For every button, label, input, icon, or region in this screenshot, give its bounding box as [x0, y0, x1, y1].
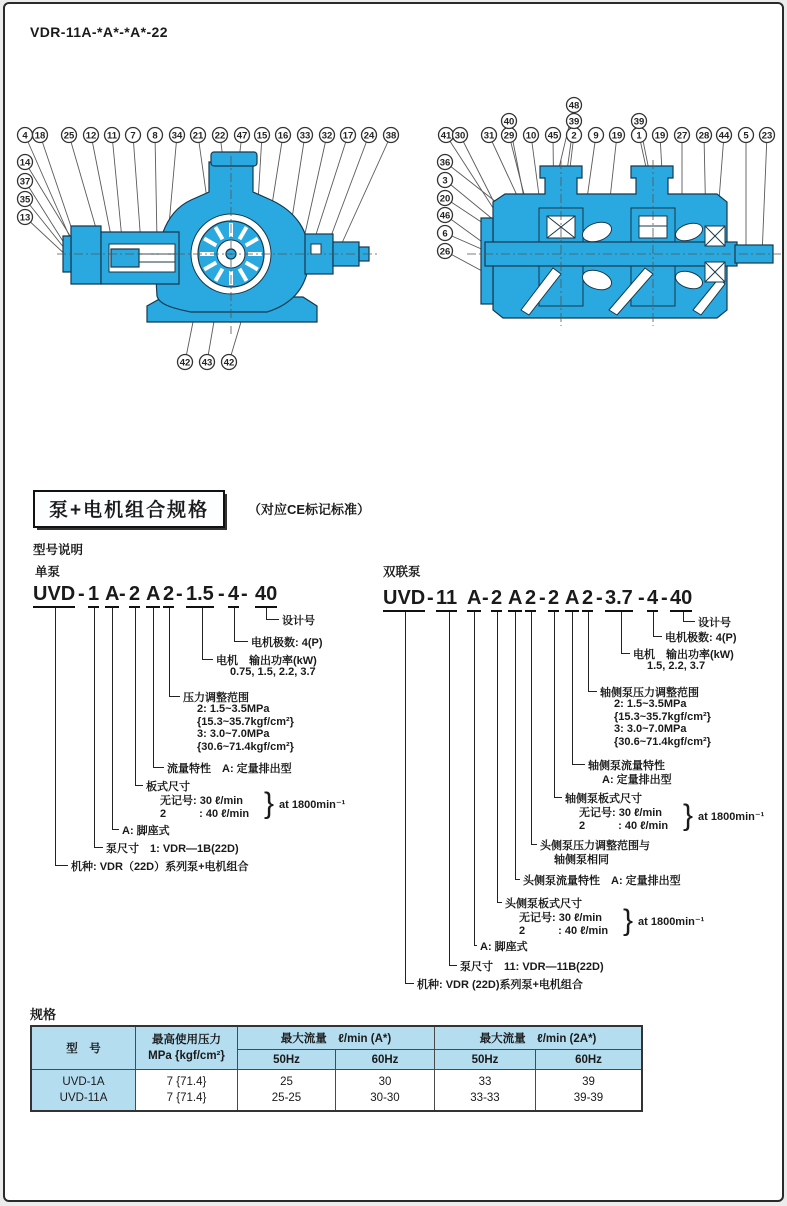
brace-glyph: } — [623, 904, 634, 937]
tree-hline — [153, 767, 164, 768]
model-segment: 1 — [88, 584, 99, 608]
callout-number: 27 — [676, 130, 688, 142]
tree-vline — [554, 612, 555, 797]
model-segment: - — [661, 587, 668, 609]
model-explain-subtitle: 型号说明 — [33, 543, 84, 557]
model-segment: 2 — [491, 588, 502, 612]
callout-number: 15 — [256, 130, 268, 142]
model-segment: UVD — [33, 584, 75, 608]
catalog-page — [3, 2, 784, 1202]
callout-number: 42 — [223, 357, 235, 369]
callout-number: 34 — [171, 130, 183, 142]
tree-hline — [531, 844, 537, 845]
model-segment: - — [638, 587, 645, 609]
tree-vline — [55, 608, 56, 865]
tree-vline — [94, 608, 95, 847]
brace-glyph: } — [264, 787, 275, 820]
annotation-line: {15.3~35.7kgf/cm²} — [614, 710, 711, 723]
group-a-header: 最大流量 ℓ/min (A*) — [238, 1026, 435, 1050]
callout-number: 25 — [63, 130, 75, 142]
callout-number: 44 — [718, 130, 730, 142]
flow-cell — [435, 1070, 536, 1112]
annotation-title: 泵尺寸 1: VDR—1B(22D) — [106, 843, 239, 855]
model-value: UVD-1A — [62, 1076, 105, 1088]
callout-number: 8 — [152, 130, 158, 142]
flow-value: 33 — [478, 1076, 492, 1088]
annotation-title: 头侧泵流量特性 A: 定量排出型 — [523, 875, 681, 887]
callout-number: 36 — [439, 157, 451, 169]
model-segment: 2 — [582, 588, 593, 612]
col-pressure-header — [136, 1026, 238, 1070]
callout-number: 22 — [214, 130, 226, 142]
leader-line — [155, 135, 157, 240]
model-segment: - — [482, 587, 489, 609]
callout-number: 43 — [201, 357, 213, 369]
tree-hline — [94, 847, 103, 848]
callout-number: 48 — [568, 100, 580, 112]
model-segment: 11 — [436, 588, 457, 612]
tree-vline — [202, 608, 203, 659]
callout-number: 3 — [442, 175, 448, 187]
annotation-brace-suffix: at 1800min⁻¹ — [279, 799, 346, 811]
leader-line — [311, 135, 348, 250]
callout-number: 19 — [654, 130, 666, 142]
tree-hline — [515, 879, 520, 880]
callout-number: 42 — [179, 357, 191, 369]
annotation-brace-suffix: at 1800min⁻¹ — [638, 916, 705, 928]
tree-hline — [572, 764, 585, 765]
section-header: 泵+电机组合规格 — [49, 500, 210, 521]
group-2a-header: 最大流量 ℓ/min (2A*) — [435, 1026, 643, 1050]
tree-hline — [554, 797, 562, 798]
annotation-brace-suffix: at 1800min⁻¹ — [698, 811, 765, 823]
freq-header: 60Hz — [336, 1050, 435, 1070]
annotation-brace-line: 无记号: 30 ℓ/min — [579, 807, 662, 819]
model-value: UVD-11A — [59, 1092, 108, 1104]
section-note: （对应CE标记标准） — [248, 502, 371, 517]
tree-vline — [588, 612, 589, 691]
callout-number: 19 — [611, 130, 623, 142]
pressure-value: 7 {71.4} — [166, 1092, 207, 1104]
tree-vline — [621, 612, 622, 653]
callout-number: 26 — [439, 246, 451, 258]
tree-vline — [234, 608, 235, 641]
model-segment: - — [218, 583, 225, 605]
tree-hline — [449, 965, 457, 966]
model-segment: A — [565, 588, 579, 612]
tree-vline — [266, 608, 267, 619]
annotation-line: A: 定量排出型 — [602, 774, 672, 786]
callout-number: 18 — [34, 130, 46, 142]
callout-number: 35 — [19, 194, 31, 206]
callout-number: 1 — [636, 130, 642, 142]
callout-number: 46 — [439, 210, 451, 222]
tree-vline — [474, 612, 475, 945]
annotation-title: 电机 输出功率(kW) — [633, 649, 734, 661]
callout-number: 11 — [106, 130, 118, 142]
annotation-title: 轴侧泵板式尺寸 — [565, 793, 642, 805]
tree-hline — [135, 785, 143, 786]
tree-vline — [531, 612, 532, 844]
model-segment: A — [146, 584, 160, 608]
doc-title: VDR-11A-*A*-*A*-22 — [30, 24, 168, 40]
annotation-line: {30.6~71.4kgf/cm²} — [614, 735, 711, 748]
model-segment: - — [539, 587, 546, 609]
annotation-line: 3: 3.0~7.0MPa — [197, 728, 270, 740]
model-segment: 2 — [129, 584, 140, 608]
tree-vline — [572, 612, 573, 764]
callout-number: 31 — [483, 130, 495, 142]
single-pump-label: 单泵 — [35, 565, 61, 579]
callout-number: 7 — [130, 130, 136, 142]
model-segment: - — [241, 583, 248, 605]
freq-header: 50Hz — [435, 1050, 536, 1070]
annotation-title: 电机极数: 4(P) — [665, 632, 737, 644]
annotation-brace-line: 2 : 40 ℓ/min — [160, 808, 250, 820]
model-segment: A — [105, 584, 119, 608]
annotation-title: 头侧泵压力调整范围与 — [540, 840, 650, 852]
model-segment: 1.5 — [186, 584, 214, 608]
callout-number: 29 — [503, 130, 515, 142]
callout-number: 9 — [593, 130, 599, 142]
freq-header: 60Hz — [536, 1050, 643, 1070]
tree-hline — [474, 945, 477, 946]
annotation-title: 设计号 — [282, 615, 315, 627]
tree-hline — [169, 696, 180, 697]
leader-line — [337, 135, 391, 254]
callout-number: 10 — [525, 130, 537, 142]
annotation-line: 2: 1.5~3.5MPa — [197, 703, 270, 715]
annotation-line: 2: 1.5~3.5MPa — [614, 698, 687, 710]
leader-line — [133, 135, 141, 244]
callout-number: 24 — [363, 130, 375, 142]
model-segment: 2 — [548, 588, 559, 612]
pressure-value: 7 {71.4} — [166, 1076, 207, 1088]
annotation-title: 电机极数: 4(P) — [251, 637, 323, 649]
callout-number: 30 — [454, 130, 466, 142]
annotation-brace-line: 无记号: 30 ℓ/min — [519, 912, 602, 924]
model-segment: 3.7 — [605, 588, 633, 612]
callout-number: 17 — [342, 130, 354, 142]
tree-hline — [202, 659, 213, 660]
callout-number: 5 — [743, 130, 749, 142]
flow-cell — [536, 1070, 643, 1112]
annotation-line: 1.5, 2.2, 3.7 — [647, 660, 706, 672]
tree-vline — [497, 612, 498, 902]
tree-hline — [497, 902, 502, 903]
tree-vline — [515, 612, 516, 879]
annotation-title: 泵尺寸 11: VDR—11B(22D) — [460, 961, 604, 973]
single-pump-diagram — [57, 152, 377, 334]
pump-diagrams — [5, 4, 782, 434]
model-segment: 40 — [670, 588, 692, 612]
pressure-cell — [136, 1070, 238, 1112]
callout-number: 38 — [385, 130, 397, 142]
brace-glyph: } — [683, 799, 694, 832]
double-pump-diagram — [467, 160, 781, 326]
tree-vline — [449, 612, 450, 965]
annotation-title: 设计号 — [698, 617, 731, 629]
tree-hline — [55, 865, 68, 866]
annotation-line: 轴侧泵相同 — [554, 854, 609, 866]
tree-hline — [621, 653, 630, 654]
dual-pump-label: 双联泵 — [383, 565, 421, 579]
model-segment: - — [427, 587, 434, 609]
annotation-title: 轴侧泵压力调整范围 — [600, 687, 699, 699]
section-header-box — [33, 490, 225, 528]
pressure-header-line2: MPa {kgf/cm²} — [148, 1050, 225, 1062]
tree-hline — [405, 983, 414, 984]
flow-value: 39 — [582, 1076, 595, 1088]
tree-vline — [153, 608, 154, 767]
annotation-title: 轴侧泵流量特性 — [588, 760, 665, 772]
tree-hline — [234, 641, 248, 642]
flow-cell — [238, 1070, 336, 1112]
annotation-title: A: 脚座式 — [122, 825, 170, 837]
model-segment: A — [508, 588, 522, 612]
callout-number: 21 — [192, 130, 204, 142]
model-segment: - — [176, 583, 183, 605]
flow-value: 25-25 — [271, 1092, 302, 1104]
callout-number: 45 — [547, 130, 559, 142]
leader-line — [302, 135, 327, 247]
annotation-brace-line: 2 : 40 ℓ/min — [579, 820, 669, 832]
tree-vline — [112, 608, 113, 829]
model-segment: UVD — [383, 588, 425, 612]
col-model-header: 型 号 — [31, 1026, 136, 1070]
callout-number: 41 — [440, 130, 452, 142]
annotation-line: 0.75, 1.5, 2.2, 3.7 — [230, 666, 316, 678]
annotation-title: 压力调整范围 — [183, 692, 249, 704]
tree-vline — [653, 612, 654, 636]
flow-value: 39-39 — [573, 1092, 604, 1104]
callout-number: 47 — [236, 130, 248, 142]
annotation-title: 机种: VDR (22D)系列泵+电机组合 — [417, 979, 583, 991]
flow-value: 30 — [378, 1076, 392, 1088]
callout-number: 23 — [761, 130, 773, 142]
callout-number: 14 — [19, 157, 31, 169]
callout-number: 13 — [19, 212, 31, 224]
model-cell — [31, 1070, 136, 1112]
callout-number: 39 — [633, 116, 645, 128]
callout-number: 2 — [571, 130, 577, 142]
callout-number: 40 — [503, 116, 515, 128]
leader-line — [762, 135, 767, 256]
flow-value: 25 — [280, 1076, 293, 1088]
annotation-title: 电机 输出功率(kW) — [216, 655, 317, 667]
model-segment: 4 — [228, 584, 239, 608]
model-segment: 40 — [255, 584, 277, 608]
annotation-line: {15.3~35.7kgf/cm²} — [197, 715, 294, 728]
annotation-title: 头侧泵板式尺寸 — [505, 898, 582, 910]
tree-vline — [135, 608, 136, 785]
callout-number: 6 — [442, 228, 448, 240]
spec-table-title: 规格 — [30, 1007, 57, 1022]
annotation-line: {30.6~71.4kgf/cm²} — [197, 740, 294, 753]
annotation-line: 3: 3.0~7.0MPa — [614, 723, 687, 735]
flow-value: 33-33 — [470, 1092, 500, 1104]
annotation-title: 流量特性 A: 定量排出型 — [167, 763, 292, 775]
annotation-brace-line: 无记号: 30 ℓ/min — [160, 795, 243, 807]
annotation-title: 板式尺寸 — [146, 781, 190, 793]
annotation-title: 机种: VDR（22D）系列泵+电机组合 — [71, 861, 249, 873]
pressure-header-line1: 最高使用压力 — [152, 1034, 221, 1046]
callout-number: 33 — [299, 130, 311, 142]
model-segment: - — [596, 587, 603, 609]
spec-table — [30, 1025, 643, 1112]
callout-number: 32 — [321, 130, 333, 142]
model-segment: - — [119, 583, 126, 605]
flow-cell — [336, 1070, 435, 1112]
tree-hline — [112, 829, 119, 830]
tree-hline — [588, 691, 597, 692]
tree-vline — [683, 612, 684, 621]
tree-hline — [266, 619, 279, 620]
callout-number: 4 — [22, 130, 28, 142]
annotation-title: A: 脚座式 — [480, 941, 528, 953]
model-segment: - — [78, 583, 85, 605]
callout-number: 37 — [19, 176, 31, 188]
tree-hline — [683, 621, 695, 622]
callout-number: 16 — [277, 130, 289, 142]
callout-number: 39 — [568, 116, 580, 128]
callout-number: 12 — [85, 130, 97, 142]
model-segment: 4 — [647, 588, 658, 612]
freq-header: 50Hz — [238, 1050, 336, 1070]
tree-vline — [169, 608, 170, 696]
annotation-brace-line: 2 : 40 ℓ/min — [519, 925, 609, 937]
flow-value: 30-30 — [370, 1092, 400, 1104]
model-segment: 2 — [163, 584, 174, 608]
tree-hline — [653, 636, 662, 637]
leader-line — [25, 162, 75, 244]
callout-number: 20 — [439, 193, 451, 205]
model-segment: A — [467, 588, 481, 612]
tree-vline — [405, 612, 406, 983]
model-segment: 2 — [525, 588, 536, 612]
callout-number: 28 — [698, 130, 710, 142]
